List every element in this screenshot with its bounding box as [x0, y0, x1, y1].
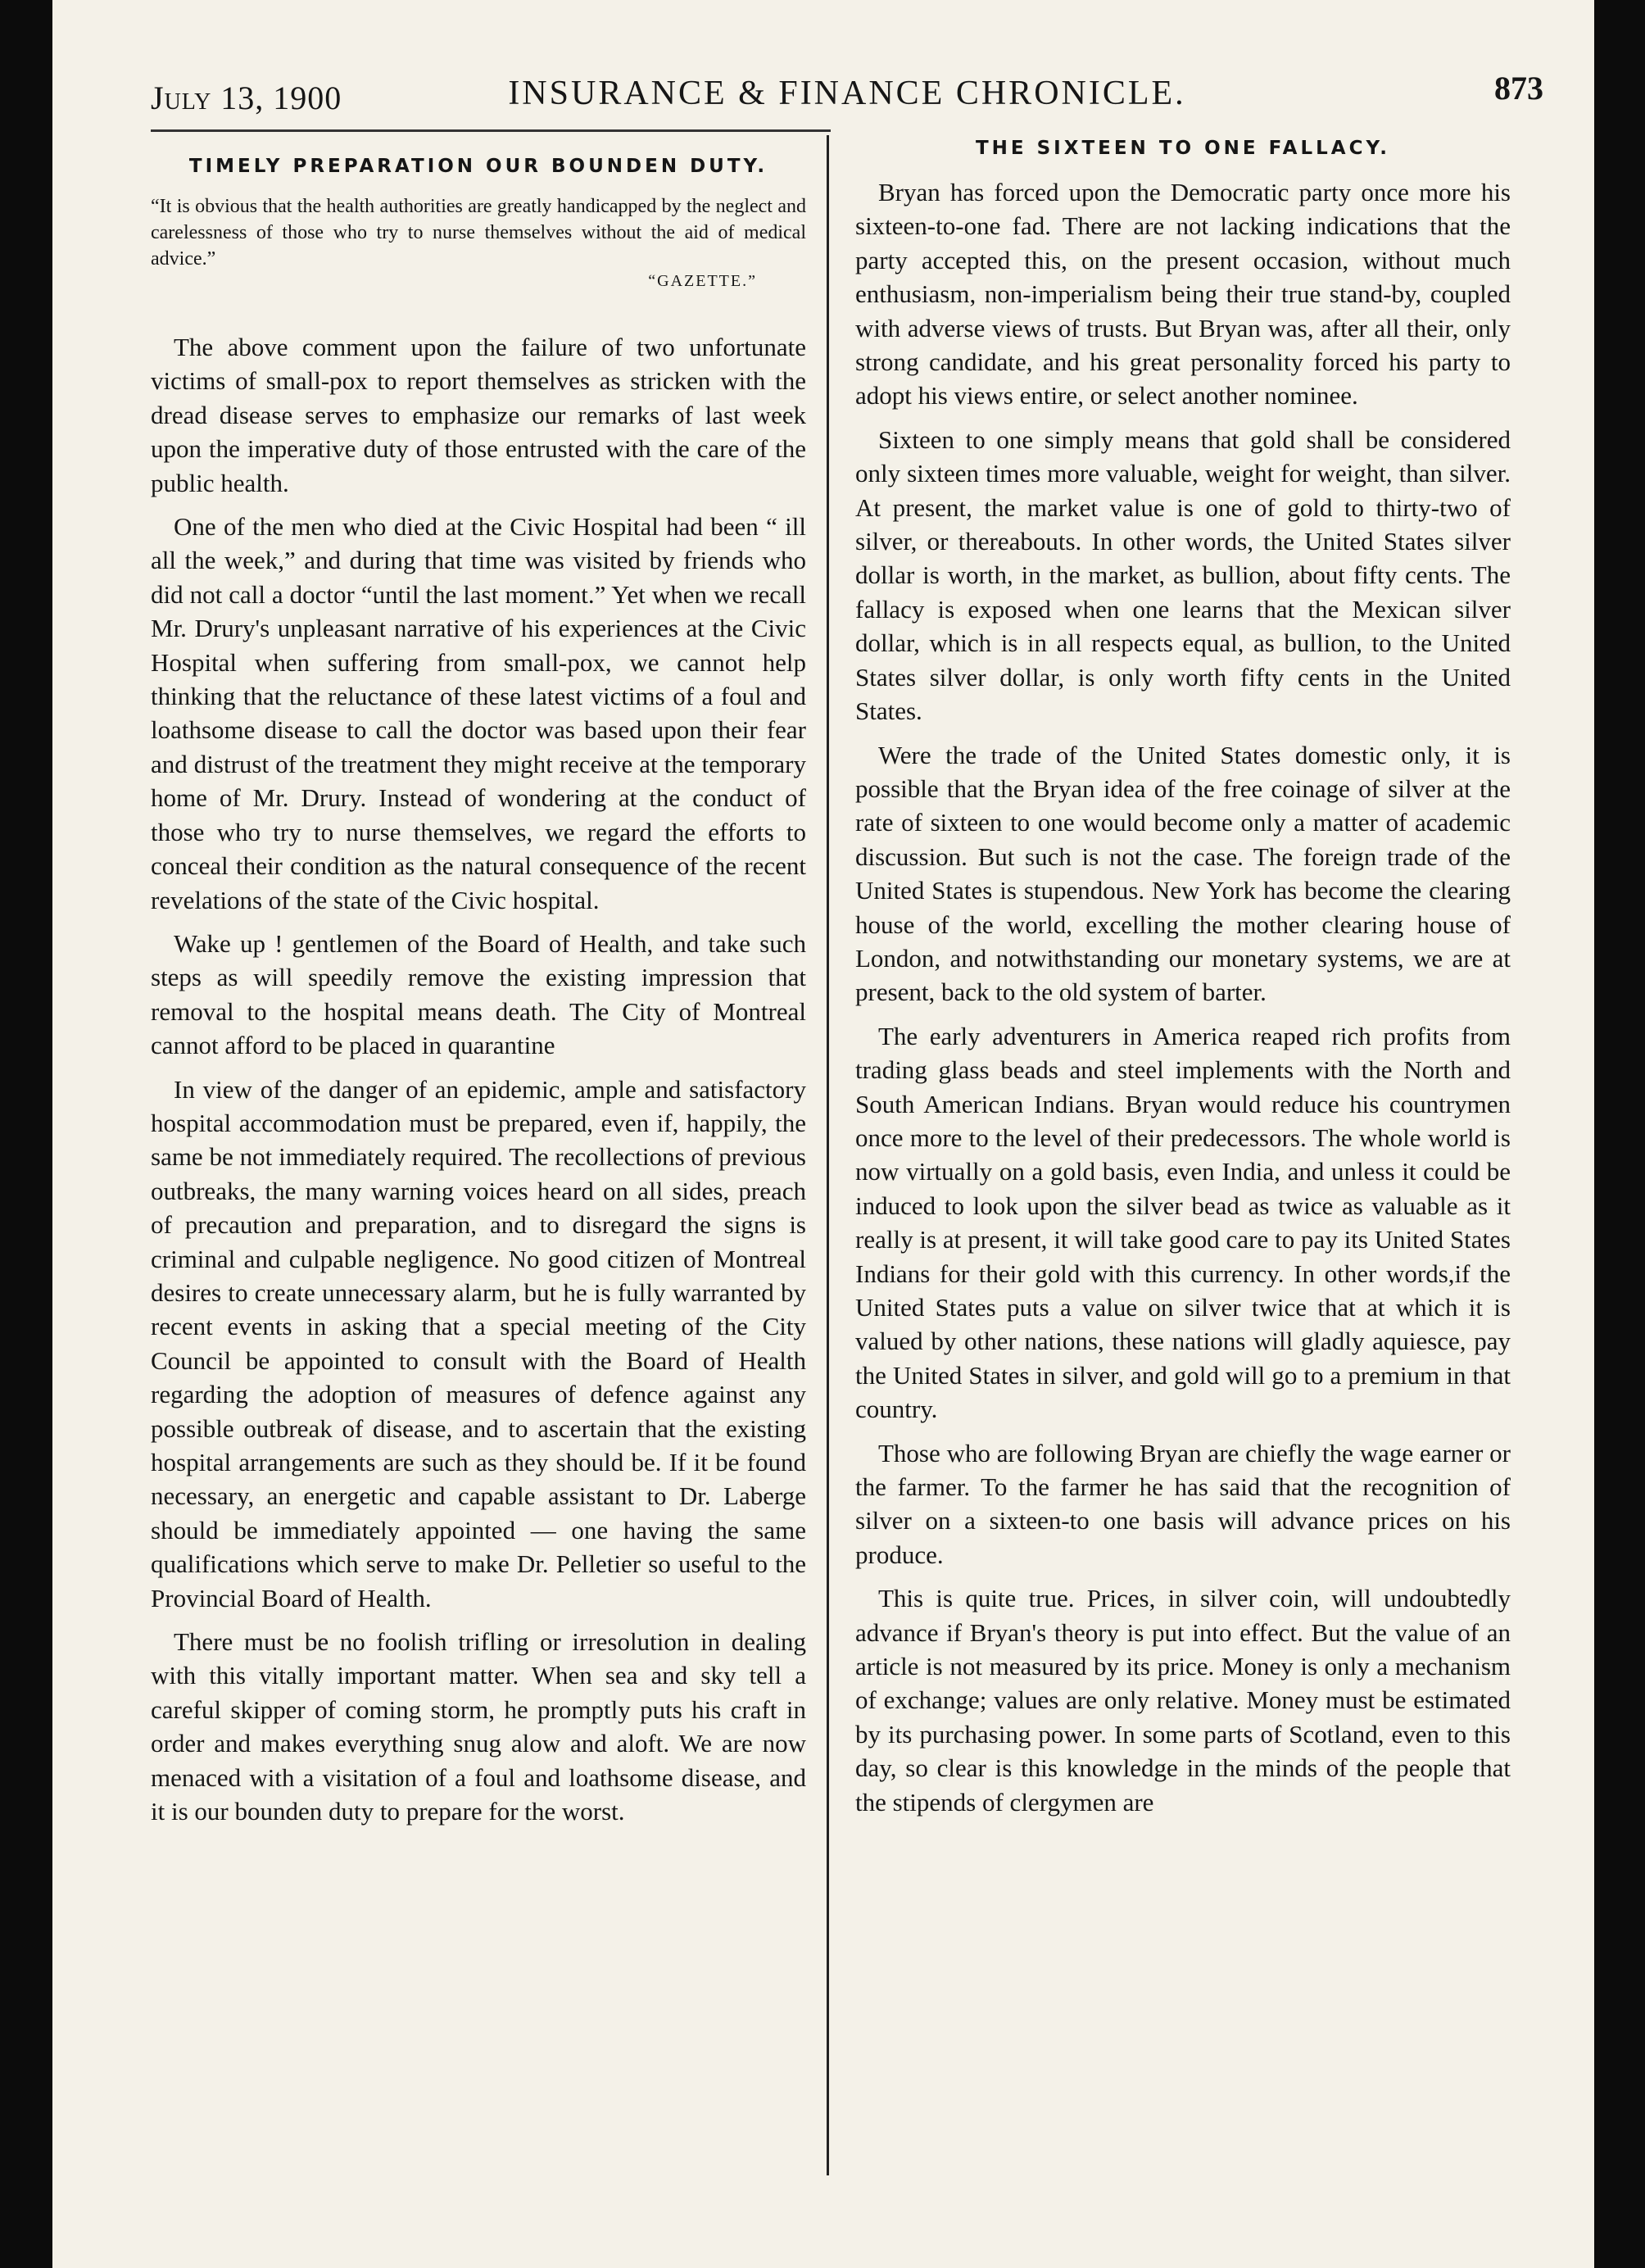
article-paragraph: There must be no foolish trifling or irresolution in dealing with this vitally important matter. When sea and sky tell a careful skipper of coming storm, he promptly puts his craft in order and makes everything snug alow and aloft. We are now menaced with a visitation of a foul and loathsome disease, and it is our bounden duty to prepare for the worst.: [151, 1627, 806, 1826]
article-paragraph: Bryan has forced upon the Democratic party once more his sixteen-to-one fad. There are not lacking indications that the party accepted this, on the present occasion, without much enthusiasm, non-imperialism being their true stand-by, coupled with adverse views of trusts. But Bryan was, after all their, only strong candidate, and his great personality forced his party to adopt his views entire, or select another nominee.: [855, 178, 1511, 411]
article-paragraph: The above comment upon the failure of two unfortunate victims of small-pox to report themselves as stricken with the dread disease serves to emphasize our remarks of last week upon the imperative duty of those entrusted with the care of the public health.: [151, 333, 806, 497]
right-article-headline: THE SIXTEEN TO ONE FALLACY.: [975, 138, 1391, 159]
page-number: 873: [1494, 70, 1543, 107]
header-rule: [151, 129, 831, 132]
column-divider: [827, 135, 829, 2175]
newspaper-page: [52, 0, 1594, 2268]
article-paragraph: This is quite true. Prices, in silver coin, will undoubtedly advance if Bryan's theory is put into effect. But the value of an article is not measured by its price. Money is only a mechanism of exchange; values are only relative. Money must be estimated by its purchasing power. In some parts of Scotland, even to this day, so clear is this knowledge in the minds of the people that the stipends of clergymen are: [855, 1584, 1511, 1817]
left-article: [151, 138, 806, 1838]
issue-date: July 13, 1900: [151, 79, 342, 116]
article-paragraph: One of the men who died at the Civic Hospital had been “ ill all the week,” and during that time was visited by friends who did not call a doctor “until the last moment.” Yet when we recall Mr. Drury's unpleasant narrative of his experiences at the Civic Hospital when suffering from small-pox, we cannot help thinking that the reluctance of these latest victims of a foul and loathsome disease to call the doctor was based upon their fear and distrust of the treatment they might receive at the temporary home of Mr. Drury. Instead of wondering at the conduct of those who try to nurse themselves, we regard the efforts to conceal their condition as the natural consequence of the recent revelations of the state of the Civic hospital.: [151, 512, 806, 914]
article-paragraph: Were the trade of the United States domestic only, it is possible that the Bryan idea of the free coinage of silver at the rate of sixteen to one would become only a matter of academic discussion. But such is not the case. The foreign trade of the United States is stupendous. New York has become the clearing house of the world, excelling the mother clearing house of London, and notwithstanding our monetary systems, we are at present, back to the old system of barter.: [855, 740, 1511, 1007]
article-paragraph: Sixteen to one simply means that gold shall be considered only sixteen times more valuable, weight for weight, than silver. At present, the market value is one of gold to thirty-two of silver, or thereabouts. In other words, the United States silver dollar is worth, in the market, as bullion, about fifty cents. The fallacy is exposed when one learns that the Mexican silver dollar, which is in all respects equal, as bullion, to the United States silver dollar, is only worth fifty cents in the United States.: [855, 424, 1511, 726]
article-paragraph: Those who are following Bryan are chiefly the wage earner or the farmer. To the farmer he has said that the recognition of silver on a sixteen-to one basis will advance prices on his produce.: [855, 1438, 1511, 1569]
article-paragraph: The early adventurers in America reaped rich profits from trading glass beads and steel implements with the North and South American Indians. Bryan would reduce his countrymen once more to the level of their predecessors. The whole world is now virtually on a gold basis, even India, and unless it could be induced to look upon the silver bead as twice as valuable as it really is at present, it will take good care to pay its United States Indians for their gold with this currency. In other words,if the United States puts a value on silver twice that at which it is valued by other nations, these nations will gladly aquiesce, pay the United States in silver, and gold will go to a premium in that country.: [855, 1021, 1511, 1424]
article-paragraph: In view of the danger of an epidemic, ample and satisfactory hospital accommodation must be prepared, even if, happily, the same be not immediately required. The recollections of previous outbreaks, the many warning voices heard on all sides, preach of precaution and preparation, and to disregard the signs is criminal and culpable negligence. No good citizen of Montreal desires to create unnecessary alarm, but he is fully warranted by recent events in asking that a special meeting of the City Council be appointed to consult with the Board of Health regarding the adoption of measures of defence against any possible outbreak of disease, and to ascertain that the existing hospital arrangements are such as they should be. If it be found necessary, an energetic and capable assistant to Dr. Laberge should be immediately appointed — one having the same qualifications which serve to make Dr. Pelletier so useful to the Provincial Board of Health.: [151, 1074, 806, 1613]
page-header: [151, 69, 1543, 118]
left-article-headline: TIMELY PREPARATION OUR BOUNDEN DUTY.: [188, 156, 768, 177]
article-paragraph: Wake up ! gentlemen of the Board of Health, and take such steps as will speedily remove the existing impression that removal to the hospital means death. The City of Montreal cannot afford to be placed in quarantine: [151, 928, 806, 1060]
right-article: [855, 138, 1511, 1829]
epigraph-source: “GAZETTE.”: [648, 272, 757, 290]
epigraph-quote: “It is obvious that the health authorities are greatly handicapped by the neglect and carelessness of those who try to nurse themselves without the aid of medical advice.”: [151, 196, 806, 270]
publication-title: INSURANCE & FINANCE CHRONICLE.: [508, 75, 1186, 112]
